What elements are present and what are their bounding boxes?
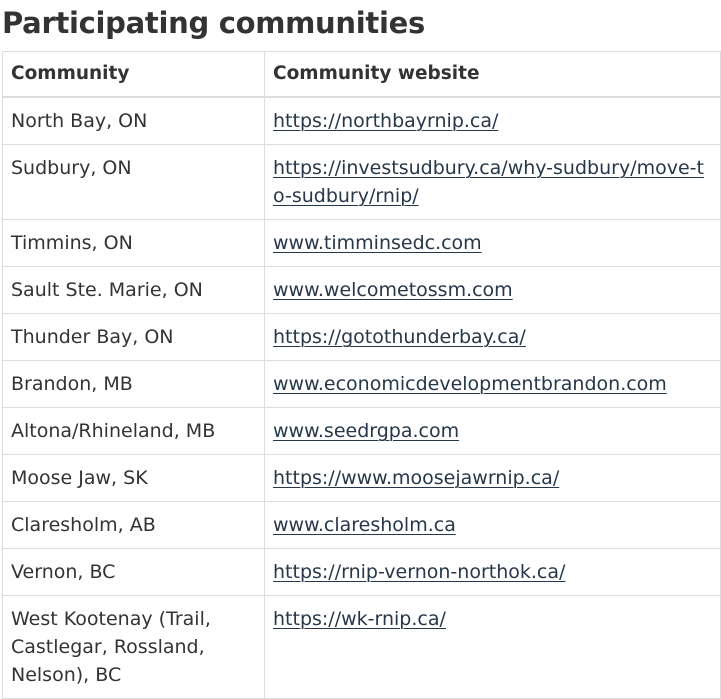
community-website-link[interactable]: https://northbayrnip.ca/ xyxy=(273,110,499,132)
community-website-link[interactable]: https://gotothunderbay.ca/ xyxy=(273,326,526,348)
community-website-link[interactable]: https://investsudbury.ca/why-sudbury/move-to-sudbury/rnip/ xyxy=(273,157,704,207)
table-row xyxy=(3,361,721,408)
website-cell xyxy=(265,97,721,145)
website-cell xyxy=(265,549,721,596)
community-website-link[interactable]: www.timminsedc.com xyxy=(273,232,482,254)
community-name: Moose Jaw, SK xyxy=(3,455,265,502)
community-name: Brandon, MB xyxy=(3,361,265,408)
table-row xyxy=(3,455,721,502)
communities-table xyxy=(2,51,721,699)
table-row xyxy=(3,97,721,145)
table-header-row xyxy=(3,52,721,98)
community-website-link[interactable]: https://wk-rnip.ca/ xyxy=(273,608,446,630)
community-name: North Bay, ON xyxy=(3,97,265,145)
community-website-link[interactable]: www.claresholm.ca xyxy=(273,514,456,536)
community-name: Timmins, ON xyxy=(3,220,265,267)
community-website-link[interactable]: www.seedrgpa.com xyxy=(273,420,460,442)
community-name: Sault Ste. Marie, ON xyxy=(3,267,265,314)
community-website-link[interactable]: www.welcometossm.com xyxy=(273,279,513,301)
website-cell xyxy=(265,408,721,455)
website-cell xyxy=(265,220,721,267)
community-name: Altona/Rhineland, MB xyxy=(3,408,265,455)
table-row xyxy=(3,145,721,220)
table-row xyxy=(3,549,721,596)
community-name: Thunder Bay, ON xyxy=(3,314,265,361)
table-row xyxy=(3,596,721,699)
website-cell xyxy=(265,267,721,314)
table-row xyxy=(3,502,721,549)
website-cell xyxy=(265,455,721,502)
table-row xyxy=(3,408,721,455)
community-website-link[interactable]: https://rnip-vernon-northok.ca/ xyxy=(273,561,566,583)
community-website-link[interactable]: www.economicdevelopmentbrandon.com xyxy=(273,373,667,395)
website-cell xyxy=(265,361,721,408)
table-row xyxy=(3,220,721,267)
page-title: Participating communities xyxy=(2,6,425,40)
website-cell xyxy=(265,502,721,549)
table-row xyxy=(3,314,721,361)
website-cell xyxy=(265,596,721,699)
community-name: Sudbury, ON xyxy=(3,145,265,220)
column-header-website: Community website xyxy=(265,52,721,98)
website-cell xyxy=(265,314,721,361)
table-row xyxy=(3,267,721,314)
community-website-link[interactable]: https://www.moosejawrnip.ca/ xyxy=(273,467,560,489)
column-header-community: Community xyxy=(3,52,265,98)
community-name: West Kootenay (Trail, Castlegar, Rossland, Nelson), BC xyxy=(3,596,265,699)
community-name: Vernon, BC xyxy=(3,549,265,596)
website-cell xyxy=(265,145,721,220)
community-name: Claresholm, AB xyxy=(3,502,265,549)
